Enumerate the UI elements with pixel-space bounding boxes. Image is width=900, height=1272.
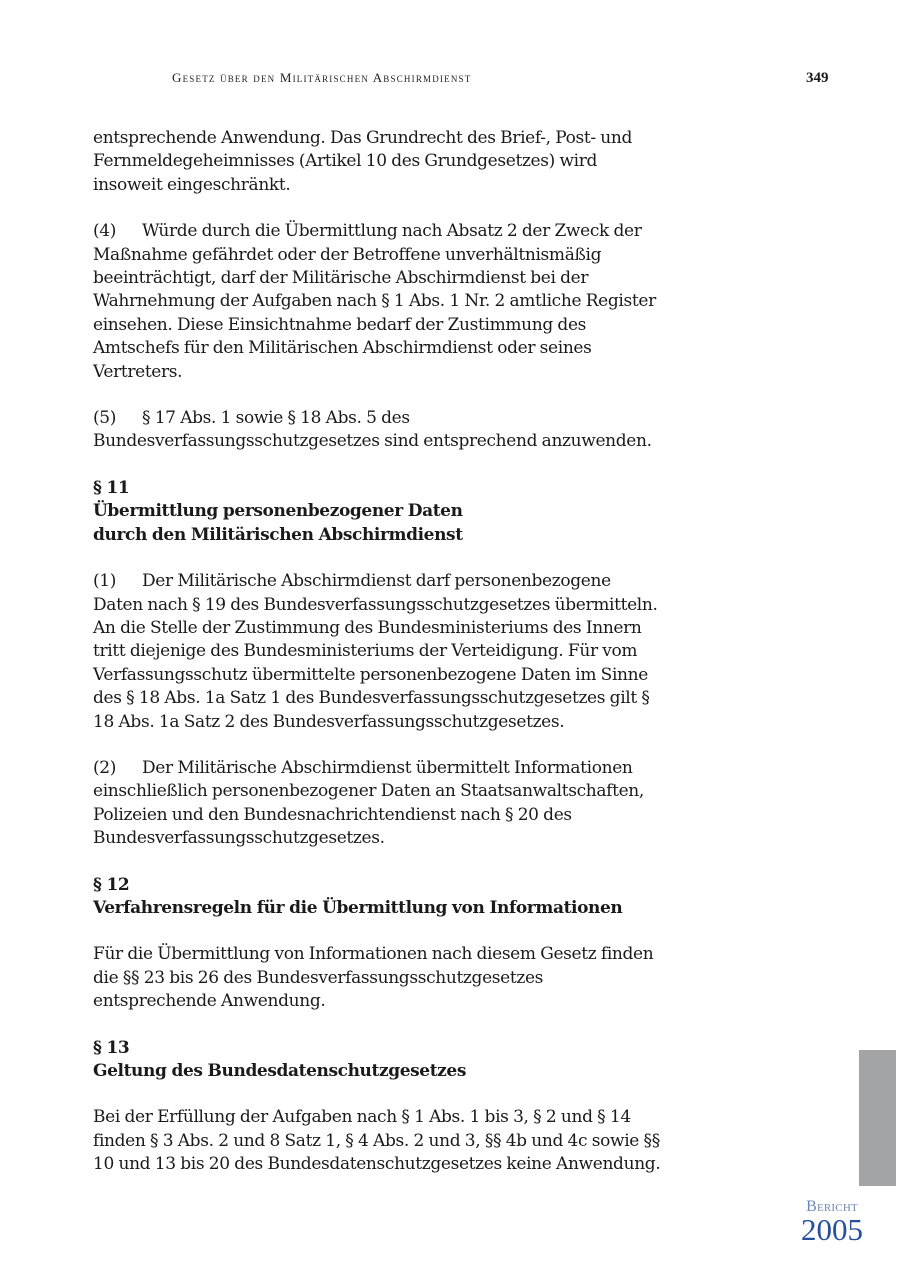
section-title-line: Übermittlung personenbezogener Daten <box>93 501 463 522</box>
section-13-text: Bei der Erfüllung der Aufgaben nach § 1 Abs. 1 bis 3, § 2 und § 14 finden § 3 Abs. 2 und 8 Satz 1, § 4 Abs. 2 und 3, §§ 4b und 4c sowie §§ 10 und 13 bis 20 des Bundesdatenschutzgesetzes keine Anwendung. <box>93 1107 661 1175</box>
paragraph-text: Der Militärische Abschirmdienst übermittelt Informationen einschließlich personenbezogener Daten an Staatsanwaltschaften, Polizeien und den Bundesnachrichtendienst nach § 20 des Bundesverfassungsschutzgesetzes. <box>93 757 644 849</box>
running-title: Gesetz über den Militärischen Abschirmdienst <box>172 70 472 85</box>
section-11-paragraph-2 <box>93 757 663 851</box>
section-11-heading <box>93 477 663 547</box>
logo-word: Bericht <box>806 1198 858 1215</box>
section-title: Geltung des Bundesdatenschutzgesetzes <box>93 1061 466 1081</box>
paragraph-number: (1) <box>93 571 117 592</box>
paragraph-5 <box>93 407 663 454</box>
section-title: Verfahrensregeln für die Übermittlung von Informationen <box>93 897 623 918</box>
paragraph-text: Würde durch die Übermittlung nach Absatz 2 der Zweck der Maßnahme gefährdet oder der Betroffene unverhältnismäßig beeinträchtigt, darf der Militärische Abschirmdienst bei der Wahrnehmung der Aufgaben nach § 1 Abs. 1 Nr. 2 amtliche Register einsehen. Diese Einsichtnahme bedarf der Zustimmung des Amtschefs für den Militärischen Abschirmdienst oder seines Vertreters. <box>93 221 656 382</box>
paragraph-number: (2) <box>93 757 117 778</box>
section-12-heading <box>93 874 663 921</box>
section-11-paragraph-1 <box>93 570 663 734</box>
paragraph-text: § 17 Abs. 1 sowie § 18 Abs. 5 des Bundesverfassungsschutzgesetzes sind entsprechend anzuwenden. <box>93 408 652 452</box>
paragraph-number: (4) <box>93 221 117 242</box>
section-13-heading <box>93 1037 663 1084</box>
page-number: 349 <box>806 70 829 86</box>
paragraph-text: Der Militärische Abschirmdienst darf personenbezogene Daten nach § 19 des Bundesverfassungsschutzgesetzes übermitteln. An die Stelle der Zustimmung des Bundesministeriums des Innern tritt diejenige des Bundesministeriums der Verteidigung. Für vom Verfassungsschutz übermittelte personenbezogene Daten im Sinne des § 18 Abs. 1a Satz 1 des Bundesverfassungsschutzgesetzes gilt § 18 Abs. 1a Satz 2 des Bundesverfassungsschutzgesetzes. <box>93 571 658 732</box>
section-number: § 11 <box>93 477 130 498</box>
section-12-text: Für die Übermittlung von Informationen nach diesem Gesetz finden die §§ 23 bis 26 des Bundesverfassungsschutzgesetzes entsprechende Anwendung. <box>93 944 654 1012</box>
margin-tab <box>859 1050 896 1186</box>
paragraph-number: (5) <box>93 408 117 429</box>
report-logo <box>797 1199 867 1245</box>
section-number: § 13 <box>93 1037 130 1058</box>
logo-year: 2005 <box>801 1212 863 1247</box>
paragraph-4 <box>93 220 663 384</box>
section-title-line: durch den Militärischen Abschirmdienst <box>93 524 463 545</box>
section-number: § 12 <box>93 874 130 895</box>
continuation-paragraph: entsprechende Anwendung. Das Grundrecht des Brief-, Post- und Fernmeldegeheimnisses (Artikel 10 des Grundgesetzes) wird insoweit eingeschränkt. <box>93 128 633 195</box>
page-body <box>93 127 663 1200</box>
